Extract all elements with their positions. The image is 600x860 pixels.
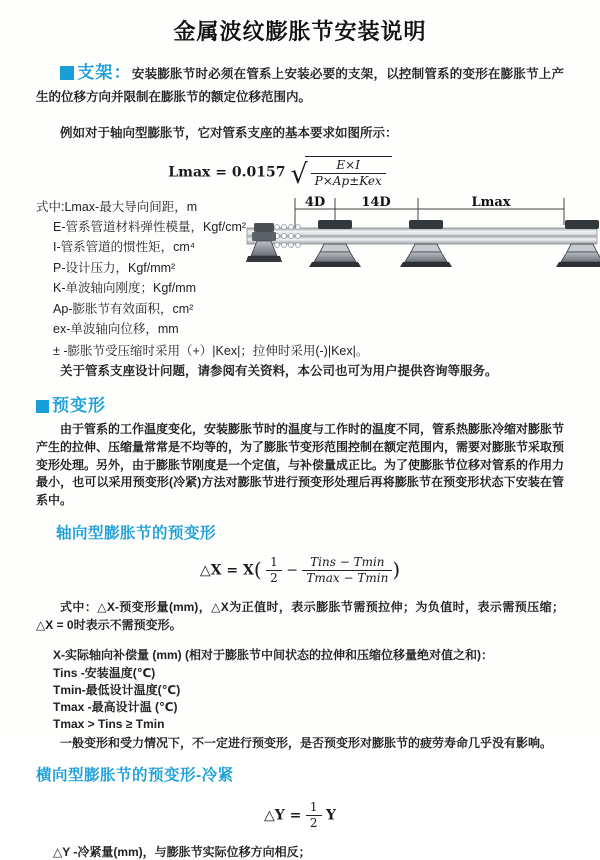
blue-square-icon (60, 66, 74, 80)
preform-paragraph: 由于管系的工作温度变化，安装膨胀节时的温度与工作时的温度不同，管系热膨胀冷缩对膨胀节产生的拉伸、压缩量常常是不均等的，为了膨胀节变形范围控制在额定范围内，需要对膨胀节采取预变形处理。另外，由于膨胀节刚度是一个定值，与补偿量成正比。为了使膨胀节位移对管系的作用力最小，也可以采用预变形(冷紧)方法对膨胀节进行预变形处理后再将膨胀节在预变形状态下安装在管系中。 (36, 422, 565, 507)
support-intro-text: 安装膨胀节时必须在管系上安装必要的支架，以控制管系的变形在膨胀节上产生的位移方向并限制在膨胀节的额定位移范围内。 (36, 67, 564, 104)
temp-frac-den: Tmax − Tmin (302, 570, 392, 586)
definition-item: K-单波轴向刚度；Kgf/mm (53, 281, 197, 296)
axial-formula-lhs: △X = X (199, 562, 254, 579)
support-intro-paragraph (36, 61, 564, 109)
section-heading-support: 支架： (77, 63, 132, 82)
definition-item: E-管系管道材料弹性模量，Kgf/cm² (53, 219, 247, 234)
where-label: 式中:Lmax-最大导向间距，m (36, 199, 198, 214)
axial-formula (36, 555, 564, 586)
lmax-formula (0, 156, 564, 190)
page-title: 金属波纹膨胀节安装说明 (173, 19, 427, 44)
axial-note-line: 一般变形和受力情况下，不一定进行预变形，是否预变形对膨胀节的疲劳寿命几乎没有影响。 (60, 736, 553, 751)
plus-minus-note: ± -膨胀节受压缩时采用（+）|Kex|；拉伸时采用(-)|Kex|。 (53, 344, 369, 359)
definition-item: ex-单波轴向位移，mm (53, 321, 179, 336)
dim-label-lmax: Lmax (471, 195, 511, 210)
definition-item: I-管系管道的惯性矩，cm⁴ (53, 240, 196, 255)
lateral-note-line: △Y -冷紧量(mm)，与膨胀节实际位移方向相反； (53, 845, 311, 860)
axial-subheading: 轴向型膨胀节的预变形 (56, 525, 217, 543)
dim-label-14d: 14D (361, 195, 391, 210)
lateral-formula-lhs: △Y = (264, 807, 302, 824)
temp-def-line: Tmin-最低设计温度(℃) (53, 683, 181, 698)
temp-def-line: Tmax > Tins ≥ Tmin (53, 717, 165, 732)
half-num: 1 (270, 555, 278, 570)
formula-denominator: P×Ap±Kex (311, 173, 386, 189)
lateral-formula (36, 800, 564, 831)
half-den: 2 (306, 815, 322, 831)
x-definition-line: X-实际轴向补偿量 (mm) (相对于膨胀节中间状态的拉伸和压缩位移量绝对值之和)： (53, 648, 493, 663)
dim-label-4d: 4D (304, 195, 326, 210)
diagram-svg (246, 194, 598, 288)
temp-frac-num: Tins − Tmin (310, 555, 385, 570)
support-example-line: 例如对于轴向型膨胀节，它对管系支座的基本要求如图所示： (60, 125, 398, 140)
radical-body (305, 156, 392, 189)
radical-sign: √ (290, 158, 308, 190)
minus-sign: − (286, 562, 298, 579)
half-num: 1 (309, 800, 318, 815)
support-spacing-diagram (246, 194, 598, 288)
half-den: 2 (266, 570, 282, 586)
definition-item: Ap-膨胀节有效面积，cm² (53, 301, 194, 316)
preform-section-head (36, 391, 564, 416)
right-paren: ) (392, 557, 401, 582)
definition-item: P-设计压力，Kgf/mm² (53, 260, 176, 275)
axial-where-paragraph: 式中：△X-预变形量(mm)，△X为正值时，表示膨胀节需预拉伸；为负值时，表示需预压缩；△X = 0时表示不需预变形。 (36, 600, 564, 633)
temp-def-line: Tins -安装温度(℃) (53, 666, 156, 681)
blue-square-icon (36, 400, 49, 413)
formula-numerator: E×I (336, 158, 360, 172)
left-paren: ( (253, 557, 262, 582)
consult-note: 关于管系支座设计问题，请参阅有关资料，本公司也可为用户提供咨询等服务。 (60, 364, 498, 379)
lateral-subheading: 横向型膨胀节的预变形-冷紧 (36, 767, 234, 785)
section-heading-preform: 预变形 (52, 396, 106, 416)
lateral-formula-rhs: Y (325, 807, 336, 824)
formula-lhs: Lmax = 0.0157 (168, 164, 286, 181)
temp-def-line: Tmax -最高设计温 (℃) (53, 700, 178, 715)
